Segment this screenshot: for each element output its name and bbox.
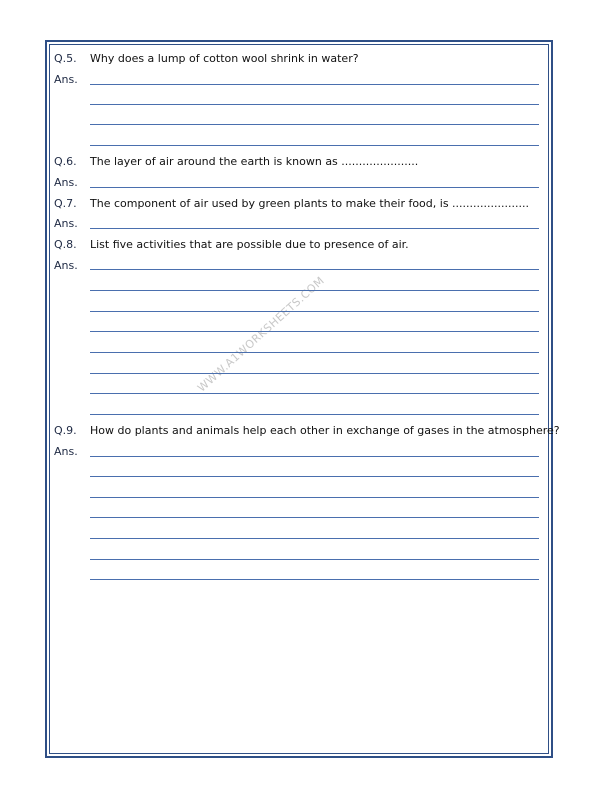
page-border-inner bbox=[49, 44, 549, 754]
question-number-8: Q.8. bbox=[54, 238, 77, 251]
answer-line[interactable] bbox=[90, 456, 539, 457]
answer-line[interactable] bbox=[90, 414, 539, 415]
answer-label-5: Ans. bbox=[54, 73, 78, 86]
answer-label-9: Ans. bbox=[54, 445, 78, 458]
answer-label-6: Ans. bbox=[54, 176, 78, 189]
answer-label-7: Ans. bbox=[54, 217, 78, 230]
question-text-9: How do plants and animals help each other in exchange of gases in the atmosphere? bbox=[90, 424, 560, 437]
watermark: WWW.A1WORKSHEETS.COM bbox=[195, 273, 328, 395]
answer-line[interactable] bbox=[90, 497, 539, 498]
answer-line[interactable] bbox=[90, 228, 539, 229]
question-text-6: The layer of air around the earth is known as ...................... bbox=[90, 155, 419, 168]
question-number-5: Q.5. bbox=[54, 52, 77, 65]
answer-line[interactable] bbox=[90, 187, 539, 188]
answer-line[interactable] bbox=[90, 579, 539, 580]
question-number-6: Q.6. bbox=[54, 155, 77, 168]
answer-line[interactable] bbox=[90, 290, 539, 291]
answer-line[interactable] bbox=[90, 269, 539, 270]
question-text-7: The component of air used by green plants to make their food, is ...................... bbox=[90, 197, 529, 210]
answer-line[interactable] bbox=[90, 124, 539, 125]
question-text-5: Why does a lump of cotton wool shrink in water? bbox=[90, 52, 359, 65]
answer-line[interactable] bbox=[90, 476, 539, 477]
answer-line[interactable] bbox=[90, 559, 539, 560]
answer-line[interactable] bbox=[90, 517, 539, 518]
answer-line[interactable] bbox=[90, 311, 539, 312]
answer-line[interactable] bbox=[90, 331, 539, 332]
question-number-7: Q.7. bbox=[54, 197, 77, 210]
answer-line[interactable] bbox=[90, 84, 539, 85]
answer-label-8: Ans. bbox=[54, 259, 78, 272]
answer-line[interactable] bbox=[90, 104, 539, 105]
answer-line[interactable] bbox=[90, 145, 539, 146]
question-number-9: Q.9. bbox=[54, 424, 77, 437]
question-text-8: List five activities that are possible due to presence of air. bbox=[90, 238, 409, 251]
answer-line[interactable] bbox=[90, 538, 539, 539]
answer-line[interactable] bbox=[90, 393, 539, 394]
answer-line[interactable] bbox=[90, 373, 539, 374]
answer-line[interactable] bbox=[90, 352, 539, 353]
